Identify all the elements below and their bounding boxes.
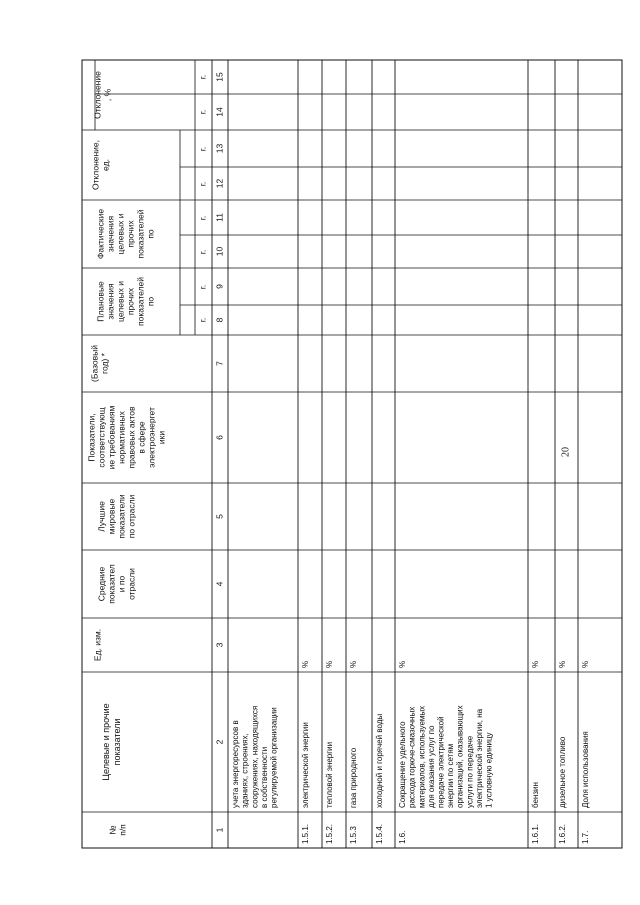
- column-number: 6: [214, 435, 225, 440]
- indicator-label: материалов, используемых: [417, 705, 427, 808]
- indicator-label: бензин: [531, 782, 541, 808]
- unit-value: %: [398, 660, 408, 668]
- row-number: 1.5.1.: [301, 823, 311, 844]
- unit-value: %: [581, 660, 591, 668]
- row-number: 1.6.2.: [558, 823, 568, 844]
- column-number: 4: [214, 581, 225, 587]
- header-regulatory: ики: [156, 430, 167, 445]
- header-avg-industry: Средние: [96, 566, 107, 602]
- header-actual: целевых и: [115, 213, 126, 255]
- column-number: 12: [214, 178, 225, 189]
- indicator-label: услуги по передаче: [465, 735, 475, 808]
- header-year-label: г.: [197, 215, 208, 221]
- header-regulatory: электроэнергет: [146, 407, 157, 468]
- unit-value: %: [301, 660, 311, 668]
- column-number: 10: [214, 246, 225, 257]
- indicator-label: Сокращение удельного: [398, 721, 408, 808]
- row-number: 1.6.1.: [531, 823, 541, 844]
- row-number: 1.5.3: [349, 826, 359, 844]
- header-num: №: [107, 825, 118, 835]
- header-avg-industry: показател: [106, 564, 117, 604]
- column-number: 8: [214, 317, 225, 323]
- indicator-label: тепловой энергии: [325, 741, 335, 808]
- header-regulatory: нормативных: [116, 411, 127, 464]
- indicator-label: передаче электрической: [436, 716, 446, 808]
- indicator-table: [82, 60, 622, 848]
- indicator-label: сооружениях, находящихся: [250, 705, 260, 808]
- indicator-label: холодной и горячей воды: [375, 713, 385, 808]
- indicator-label: зданиях, строениях,: [240, 733, 250, 808]
- column-number: 2: [214, 739, 225, 745]
- header-planned: Плановые: [95, 281, 106, 322]
- header-deviation-units: Отклонение,: [90, 139, 101, 191]
- header-year-label: г.: [197, 109, 208, 115]
- header-year-label: г.: [197, 317, 208, 323]
- header-base-year: год) *: [99, 353, 110, 374]
- indicator-label: 1 условную единицу: [484, 732, 494, 808]
- unit-value: %: [349, 660, 359, 668]
- header-regulatory: ие требованиям: [106, 405, 117, 470]
- indicator-label: регулируемой организации: [269, 707, 279, 808]
- header-planned: показателей: [135, 277, 146, 326]
- indicator-label: электрической энергии, на: [474, 708, 484, 808]
- header-best-world: мировые: [106, 498, 117, 535]
- table-frame: [82, 60, 622, 848]
- header-avg-industry: отрасли: [126, 568, 137, 600]
- row-number: 1.6.: [398, 830, 408, 844]
- header-best-world: по отрасли: [126, 494, 137, 539]
- header-deviation-pct: , %: [102, 88, 113, 102]
- column-number: 9: [214, 284, 225, 289]
- header-regulatory: правовых актов: [126, 406, 137, 469]
- row-number: 1.7.: [581, 830, 591, 844]
- indicator-label: газа природного: [349, 747, 359, 808]
- column-number: 3: [214, 642, 225, 648]
- header-actual: прочих: [125, 220, 136, 248]
- header-best-world: показатели: [116, 494, 127, 539]
- header-best-world: Лучшие: [96, 501, 107, 532]
- header-planned: значения: [105, 283, 116, 320]
- indicator-label: электрической энергии: [301, 722, 311, 808]
- header-indicator: показатели: [111, 718, 122, 766]
- header-actual: по: [145, 229, 156, 239]
- header-unit: Ед. изм.: [92, 628, 103, 662]
- indicator-label: учета энергоресурсов в: [231, 720, 241, 808]
- header-indicator: Целевые и прочие: [100, 703, 111, 781]
- header-num: п/п: [117, 824, 128, 836]
- header-regulatory: соответствующ: [96, 407, 107, 468]
- header-regulatory: Показатели,: [86, 413, 97, 462]
- indicator-label: в собственности: [259, 746, 269, 808]
- header-base-year: (Базовый: [89, 345, 100, 382]
- header-deviation-units: ед.: [100, 159, 111, 171]
- indicator-label: энергии по сетям: [446, 743, 456, 808]
- column-number: 5: [214, 514, 225, 519]
- column-number: 14: [214, 107, 225, 117]
- header-avg-industry: и по: [116, 575, 127, 593]
- header-deviation-pct: Отклонение: [92, 71, 103, 119]
- unit-value: %: [558, 660, 568, 668]
- column-number: 15: [214, 72, 225, 82]
- header-planned: прочих: [125, 287, 136, 316]
- indicator-label: расхода горюче-смазочных: [407, 706, 417, 808]
- header-planned: целевых и: [115, 281, 126, 322]
- header-actual: Фактические: [95, 208, 106, 260]
- unit-value: %: [531, 660, 541, 668]
- header-regulatory: в сфере: [136, 421, 147, 454]
- column-number: 13: [214, 143, 225, 154]
- header-year-label: г.: [197, 284, 208, 290]
- unit-value: %: [325, 660, 335, 668]
- header-actual: показателей: [135, 209, 146, 259]
- header-year-label: г.: [197, 146, 208, 152]
- header-year-label: г.: [197, 249, 208, 255]
- header-planned: по: [145, 296, 156, 307]
- header-year-label: г.: [197, 181, 208, 187]
- column-number: 1: [214, 827, 225, 833]
- header-actual: значения: [105, 215, 116, 253]
- page-number: 20: [560, 447, 572, 457]
- column-number: 7: [214, 361, 225, 366]
- indicator-label: организаций, оказывающих: [455, 705, 465, 808]
- header-year-label: г.: [197, 74, 208, 80]
- indicator-label: дизельное топливо: [558, 736, 568, 808]
- row-number: 1.5.2.: [325, 823, 335, 844]
- indicator-label: для оказания услуг по: [426, 725, 436, 808]
- indicator-label: Доля использования: [581, 731, 591, 808]
- row-number: 1.5.4.: [375, 823, 385, 844]
- column-number: 11: [214, 213, 225, 222]
